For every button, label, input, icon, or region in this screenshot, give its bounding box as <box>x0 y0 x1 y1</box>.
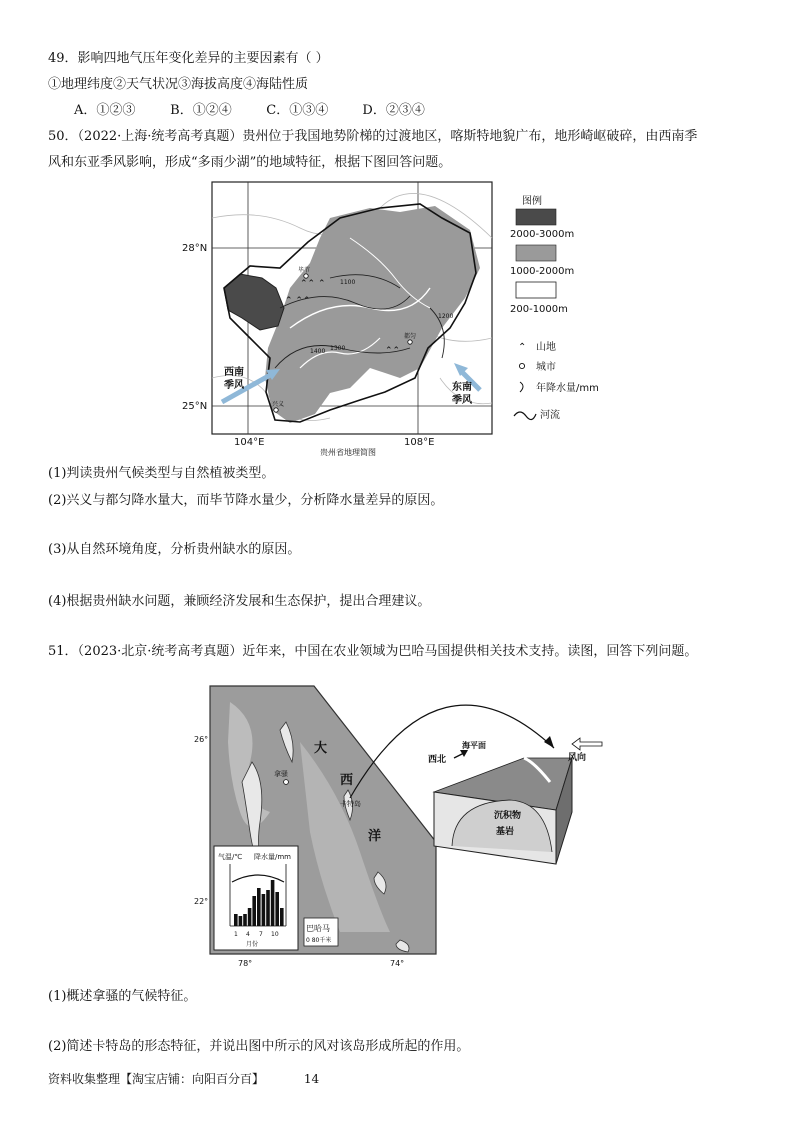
legend-river: 河流 <box>540 410 560 421</box>
city-xingyi-label: 兴义 <box>272 401 285 408</box>
mountain-icon: ⌃⌃ <box>385 346 401 356</box>
mountain-icon: ⌃ <box>518 342 527 353</box>
lat-28-label: 28°N <box>182 243 208 254</box>
footer <box>48 1070 319 1087</box>
q50-sub-question-2: (2)兴义与都匀降水量大，而毕节降水量少，分析降水量差异的原因。 <box>48 493 444 508</box>
legend-low: 200-1000m <box>510 304 568 315</box>
legend-mid: 1000-2000m <box>510 266 575 277</box>
se-monsoon-label-2: 季风 <box>452 395 472 406</box>
isohyet-icon <box>520 382 523 392</box>
legend-title: 图例 <box>522 196 542 207</box>
river-icon <box>514 412 536 420</box>
wind-label: 风向 <box>568 753 587 763</box>
lon-74-label: 74° <box>390 959 405 968</box>
northwest-label: 西北 <box>428 755 447 765</box>
q49-option-d[interactable]: D．②③④ <box>362 103 425 118</box>
lat-22-label: 22° <box>194 897 209 906</box>
se-monsoon-label-1: 东南 <box>452 382 472 393</box>
inset-tick-10: 10 <box>271 931 279 938</box>
isohyet-label-1200: 1200 <box>438 313 454 320</box>
lon-78-label: 78° <box>238 959 253 968</box>
q50-sub-question-4: (4)根据贵州缺水问题，兼顾经济发展和生态保护，提出合理建议。 <box>48 594 431 609</box>
inset-tick-4: 4 <box>246 931 250 938</box>
nassau-marker <box>284 780 289 785</box>
lat-26-label: 26° <box>194 735 209 744</box>
wind-arrow-icon <box>572 738 602 750</box>
map-legend <box>510 194 599 421</box>
q50-sub-question-3: (3)从自然环境角度，分析贵州缺水的原因。 <box>48 542 301 557</box>
bahamas-label: 巴哈马 <box>306 924 330 933</box>
guizhou-map-figure <box>180 178 600 460</box>
lon-104-label: 104°E <box>234 437 265 448</box>
sw-monsoon-label-1: 西南 <box>224 367 244 378</box>
cat-island-label: 卡特岛 <box>340 800 361 808</box>
page-number: 14 <box>303 1072 320 1086</box>
lon-108-label: 108°E <box>404 437 435 448</box>
mountain-icon: ⌃ ⌃⌃ <box>285 296 311 306</box>
isohyet-label-1400: 1400 <box>310 348 326 355</box>
inset-month-label: 月份 <box>246 941 259 948</box>
q51-sub-question-1: (1)概述拿骚的气候特征。 <box>48 989 197 1004</box>
city-xingyi <box>274 408 278 412</box>
sea-level-label: 海平面 <box>462 741 486 750</box>
q50-sub-question-1: (1)判读贵州气候类型与自然植被类型。 <box>48 466 275 481</box>
q49-option-a[interactable]: A．①②③ <box>74 103 136 118</box>
q51-intro: 51．（2023·北京·统考高考真题）近年来，中国在农业领域为巴哈马国提供相关技术支持。读图，回答下列问题。 <box>48 644 698 659</box>
isohyet-label-1100: 1100 <box>340 279 356 286</box>
q49-option-b[interactable]: B．①②④ <box>170 103 232 118</box>
climate-inset <box>214 846 298 950</box>
nassau-label: 拿骚 <box>274 770 288 778</box>
sea-label-2: 西 <box>340 773 354 788</box>
mountain-icon: ⌃⌃ ⌃ <box>300 279 326 289</box>
legend-high: 2000-3000m <box>510 229 575 240</box>
inset-temp-label: 气温/℃ <box>218 853 243 861</box>
bahamas-figure <box>190 682 610 972</box>
island-block-diagram <box>434 758 572 864</box>
q50-intro-line1: 50．（2022·上海·统考高考真题）贵州位于我国地势阶梯的过渡地区，喀斯特地貌广布，地形崎岖破碎，由西南季 <box>48 129 698 144</box>
scale-label: 0 80千米 <box>306 937 332 944</box>
inset-tick-7: 7 <box>259 931 263 938</box>
q51-sub-question-2: (2)简述卡特岛的形态特征，并说出图中所示的风对该岛形成所起的作用。 <box>48 1039 470 1054</box>
q49-stem: 49．影响四地气压年变化差异的主要因素有（ ） <box>48 51 329 66</box>
city-bijie <box>304 274 308 278</box>
sw-monsoon-label-2: 季风 <box>224 380 244 391</box>
inset-tick-1: 1 <box>234 931 238 938</box>
inset-precip-label: 降水量/mm <box>254 853 291 861</box>
legend-mountain: 山地 <box>536 342 556 353</box>
lat-25-label: 25°N <box>182 401 208 412</box>
city-icon <box>519 363 524 368</box>
q49-factors: ①地理纬度②天气状况③海拔高度④海陆性质 <box>48 77 309 92</box>
city-duyun <box>408 340 412 344</box>
sediment-label: 沉积物 <box>494 811 522 821</box>
q49-option-c[interactable]: C．①③④ <box>266 103 329 118</box>
q49-options <box>74 102 454 120</box>
city-duyun-label: 都匀 <box>404 333 417 340</box>
bedrock-label: 基岩 <box>496 827 515 837</box>
q50-intro-line2: 风和东亚季风影响，形成“多雨少湖”的地域特征，根据下图回答问题。 <box>48 155 452 170</box>
legend-city: 城市 <box>536 362 556 373</box>
sea-label-3: 洋 <box>368 829 382 844</box>
legend-isohyet: 年降水量/mm <box>536 383 599 394</box>
footer-source: 资料收集整理【淘宝店铺：向阳百分百】 <box>48 1072 265 1086</box>
map-caption: 贵州省地理简图 <box>320 448 376 457</box>
isohyet-label-1300: 1300 <box>330 345 346 352</box>
sea-label-1: 大 <box>314 741 328 756</box>
city-bijie-label: 毕节 <box>298 267 311 274</box>
